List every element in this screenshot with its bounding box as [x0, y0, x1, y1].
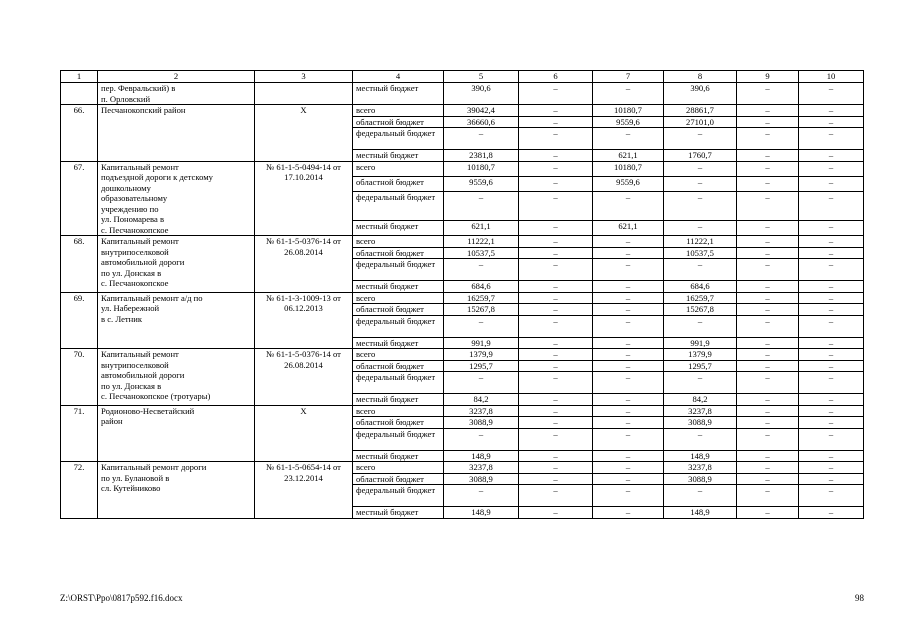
- row-number: 68.: [61, 236, 98, 293]
- amount-cell: –: [664, 176, 737, 191]
- amount-cell: –: [799, 259, 864, 281]
- amount-cell: –: [519, 236, 593, 248]
- funding-source: федеральный бюджет: [353, 428, 444, 450]
- object-name: [98, 349, 255, 406]
- amount-cell: –: [737, 405, 799, 417]
- funding-source: областной бюджет: [353, 473, 444, 485]
- amount-cell: 3237,8: [664, 462, 737, 474]
- amount-cell: –: [519, 337, 593, 349]
- amount-cell: –: [519, 105, 593, 117]
- funding-source: областной бюджет: [353, 176, 444, 191]
- permit-reference: [255, 236, 353, 293]
- amount-cell: –: [519, 315, 593, 337]
- row-number: 69.: [61, 292, 98, 349]
- amount-cell: –: [737, 116, 799, 128]
- funding-source: местный бюджет: [353, 281, 444, 293]
- amount-cell: –: [799, 360, 864, 372]
- footer-file-path: Z:\ORST\Ppo\0817p592.f16.docx: [60, 593, 183, 603]
- object-name-line: автомобильной дороги: [101, 370, 185, 380]
- object-name-line: с. Песчанокопское (тротуары): [101, 391, 211, 401]
- amount-cell: 10537,5: [664, 247, 737, 259]
- amount-cell: –: [519, 150, 593, 162]
- amount-cell: –: [593, 485, 664, 507]
- amount-cell: –: [519, 394, 593, 406]
- table-row: [61, 83, 864, 105]
- amount-cell: –: [799, 349, 864, 361]
- amount-cell: –: [664, 428, 737, 450]
- amount-cell: –: [444, 428, 519, 450]
- amount-cell: 148,9: [444, 450, 519, 462]
- amount-cell: –: [737, 462, 799, 474]
- permit-reference: [255, 292, 353, 349]
- object-name-line: Капитальный ремонт а/д по: [101, 292, 203, 303]
- amount-cell: –: [519, 450, 593, 462]
- amount-cell: –: [799, 247, 864, 259]
- amount-cell: –: [519, 292, 593, 304]
- funding-source: федеральный бюджет: [353, 191, 444, 220]
- amount-cell: 27101,0: [664, 116, 737, 128]
- amount-cell: –: [444, 315, 519, 337]
- object-name-line: в с. Летник: [101, 313, 143, 324]
- header-cell: 1: [61, 71, 98, 83]
- amount-cell: –: [737, 360, 799, 372]
- amount-cell: –: [519, 360, 593, 372]
- amount-cell: –: [444, 128, 519, 150]
- amount-cell: –: [737, 315, 799, 337]
- amount-cell: –: [593, 507, 664, 519]
- table-row: [61, 405, 864, 417]
- amount-cell: –: [519, 247, 593, 259]
- amount-cell: –: [737, 507, 799, 519]
- amount-cell: –: [593, 247, 664, 259]
- funding-source: местный бюджет: [353, 450, 444, 462]
- amount-cell: 148,9: [664, 507, 737, 519]
- amount-cell: –: [664, 372, 737, 394]
- amount-cell: –: [519, 304, 593, 316]
- amount-cell: –: [664, 128, 737, 150]
- amount-cell: –: [593, 337, 664, 349]
- amount-cell: –: [799, 161, 864, 176]
- header-cell: 10: [799, 71, 864, 83]
- amount-cell: –: [593, 292, 664, 304]
- object-name-line: Капитальный ремонт: [101, 236, 179, 246]
- amount-cell: –: [593, 360, 664, 372]
- amount-cell: 3237,8: [444, 405, 519, 417]
- row-number: 72.: [61, 462, 98, 519]
- amount-cell: 3237,8: [444, 462, 519, 474]
- permit-reference-line: 06.12.2013: [284, 303, 323, 313]
- amount-cell: –: [737, 259, 799, 281]
- amount-cell: –: [664, 220, 737, 235]
- amount-cell: –: [737, 292, 799, 304]
- budget-table: [60, 70, 864, 519]
- amount-cell: 84,2: [664, 394, 737, 406]
- amount-cell: –: [799, 116, 864, 128]
- table-row: [61, 349, 864, 361]
- amount-cell: –: [444, 485, 519, 507]
- permit-reference-line: Х: [300, 105, 307, 115]
- amount-cell: 11222,1: [664, 236, 737, 248]
- amount-cell: 39042,4: [444, 105, 519, 117]
- amount-cell: 991,9: [664, 337, 737, 349]
- object-name: [98, 105, 255, 162]
- amount-cell: 390,6: [444, 83, 519, 105]
- amount-cell: –: [664, 315, 737, 337]
- amount-cell: 10180,7: [593, 105, 664, 117]
- amount-cell: –: [799, 315, 864, 337]
- amount-cell: 3088,9: [444, 417, 519, 429]
- permit-reference: [255, 161, 353, 236]
- permit-reference-line: № 61-1-5-0494-14 от: [266, 161, 341, 172]
- amount-cell: 148,9: [664, 450, 737, 462]
- amount-cell: –: [799, 337, 864, 349]
- object-name-line: учреждению по: [101, 203, 159, 214]
- table-row: [61, 462, 864, 474]
- amount-cell: –: [737, 161, 799, 176]
- amount-cell: –: [737, 349, 799, 361]
- funding-source: местный бюджет: [353, 83, 444, 105]
- funding-source: федеральный бюджет: [353, 485, 444, 507]
- object-name-line: Капитальный ремонт: [101, 349, 179, 359]
- funding-source: федеральный бюджет: [353, 259, 444, 281]
- amount-cell: –: [799, 292, 864, 304]
- permit-reference-line: 17.10.2014: [284, 172, 323, 182]
- funding-source: областной бюджет: [353, 247, 444, 259]
- permit-reference-line: № 61-1-3-1009-13 от: [266, 292, 341, 303]
- object-name: [98, 83, 255, 105]
- amount-cell: –: [593, 281, 664, 293]
- amount-cell: 3237,8: [664, 405, 737, 417]
- amount-cell: –: [593, 394, 664, 406]
- amount-cell: 9559,6: [593, 176, 664, 191]
- object-name-line: Родионово-Несветайский: [101, 405, 195, 416]
- amount-cell: –: [799, 372, 864, 394]
- amount-cell: –: [799, 191, 864, 220]
- amount-cell: 15267,8: [664, 304, 737, 316]
- amount-cell: –: [737, 304, 799, 316]
- object-name-line: по ул. Донская в: [101, 380, 162, 391]
- funding-source: местный бюджет: [353, 150, 444, 162]
- permit-reference: [255, 105, 353, 162]
- amount-cell: 3088,9: [664, 417, 737, 429]
- amount-cell: –: [519, 507, 593, 519]
- funding-source: федеральный бюджет: [353, 128, 444, 150]
- object-name-line: подъездной дороги к детскому: [101, 172, 213, 182]
- header-cell: 9: [737, 71, 799, 83]
- object-name-line: пер. Февральский) в: [101, 83, 176, 93]
- object-name-line: ул. Пономарева в: [101, 214, 165, 224]
- amount-cell: –: [519, 281, 593, 293]
- header-cell: 5: [444, 71, 519, 83]
- object-name-line: автомобильной дороги: [101, 257, 185, 267]
- amount-cell: –: [799, 485, 864, 507]
- amount-cell: 1295,7: [664, 360, 737, 372]
- amount-cell: 9559,6: [444, 176, 519, 191]
- amount-cell: –: [799, 176, 864, 191]
- funding-source: местный бюджет: [353, 394, 444, 406]
- amount-cell: 1379,9: [664, 349, 737, 361]
- amount-cell: –: [519, 176, 593, 191]
- amount-cell: –: [664, 259, 737, 281]
- amount-cell: –: [737, 428, 799, 450]
- object-name: [98, 462, 255, 519]
- amount-cell: –: [444, 372, 519, 394]
- amount-cell: –: [799, 236, 864, 248]
- amount-cell: –: [737, 450, 799, 462]
- amount-cell: –: [519, 116, 593, 128]
- amount-cell: –: [799, 394, 864, 406]
- amount-cell: –: [799, 83, 864, 105]
- amount-cell: –: [737, 473, 799, 485]
- object-name-line: образовательному: [101, 193, 168, 203]
- amount-cell: –: [519, 191, 593, 220]
- amount-cell: –: [737, 394, 799, 406]
- amount-cell: –: [737, 150, 799, 162]
- amount-cell: –: [519, 83, 593, 105]
- amount-cell: –: [737, 105, 799, 117]
- amount-cell: –: [737, 128, 799, 150]
- amount-cell: 991,9: [444, 337, 519, 349]
- amount-cell: 684,6: [444, 281, 519, 293]
- amount-cell: 1295,7: [444, 360, 519, 372]
- amount-cell: 16259,7: [664, 292, 737, 304]
- object-name: [98, 236, 255, 293]
- object-name-line: ул. Набережной: [101, 303, 160, 313]
- funding-source: местный бюджет: [353, 337, 444, 349]
- header-cell: 7: [593, 71, 664, 83]
- amount-cell: –: [799, 507, 864, 519]
- amount-cell: 2381,8: [444, 150, 519, 162]
- row-number: 67.: [61, 161, 98, 236]
- amount-cell: –: [519, 428, 593, 450]
- amount-cell: 621,1: [444, 220, 519, 235]
- permit-reference-line: 26.08.2014: [284, 359, 323, 370]
- object-name-line: сл. Кутейниково: [101, 483, 161, 493]
- permit-reference: [255, 462, 353, 519]
- amount-cell: –: [664, 485, 737, 507]
- amount-cell: –: [519, 405, 593, 417]
- object-name-line: район: [101, 416, 123, 426]
- amount-cell: –: [519, 259, 593, 281]
- amount-cell: –: [799, 220, 864, 235]
- amount-cell: –: [737, 191, 799, 220]
- permit-reference: [255, 405, 353, 462]
- amount-cell: 148,9: [444, 507, 519, 519]
- amount-cell: –: [444, 259, 519, 281]
- amount-cell: –: [737, 281, 799, 293]
- amount-cell: 10537,5: [444, 247, 519, 259]
- row-number: 71.: [61, 405, 98, 462]
- object-name-line: дошкольному: [101, 182, 151, 193]
- amount-cell: 1379,9: [444, 349, 519, 361]
- funding-source: всего: [353, 105, 444, 117]
- amount-cell: 15267,8: [444, 304, 519, 316]
- amount-cell: –: [593, 349, 664, 361]
- table-row: [61, 161, 864, 176]
- amount-cell: –: [799, 281, 864, 293]
- amount-cell: –: [799, 473, 864, 485]
- object-name-line: с. Песчанокопское: [101, 278, 169, 288]
- amount-cell: –: [593, 191, 664, 220]
- amount-cell: 621,1: [593, 220, 664, 235]
- amount-cell: 1760,7: [664, 150, 737, 162]
- funding-source: всего: [353, 161, 444, 176]
- object-name-line: Капитальный ремонт дороги: [101, 462, 207, 472]
- amount-cell: –: [799, 405, 864, 417]
- amount-cell: 3088,9: [444, 473, 519, 485]
- amount-cell: –: [593, 315, 664, 337]
- permit-reference-line: 23.12.2014: [284, 472, 323, 483]
- row-number: 66.: [61, 105, 98, 162]
- amount-cell: 10180,7: [444, 161, 519, 176]
- amount-cell: –: [519, 161, 593, 176]
- amount-cell: –: [593, 128, 664, 150]
- amount-cell: –: [519, 349, 593, 361]
- funding-source: всего: [353, 349, 444, 361]
- amount-cell: –: [593, 83, 664, 105]
- amount-cell: –: [799, 105, 864, 117]
- permit-reference-line: Х: [300, 405, 307, 416]
- header-cell: 8: [664, 71, 737, 83]
- amount-cell: –: [593, 417, 664, 429]
- amount-cell: –: [593, 428, 664, 450]
- object-name-line: п. Орловский: [101, 93, 151, 104]
- amount-cell: 621,1: [593, 150, 664, 162]
- amount-cell: 9559,6: [593, 116, 664, 128]
- funding-source: всего: [353, 462, 444, 474]
- permit-reference-line: № 61-1-5-0376-14 от: [266, 236, 341, 246]
- header-row: [61, 71, 864, 83]
- permit-reference: [255, 349, 353, 406]
- amount-cell: –: [593, 462, 664, 474]
- funding-source: областной бюджет: [353, 116, 444, 128]
- object-name-line: Песчанокопский район: [101, 105, 186, 115]
- funding-source: областной бюджет: [353, 360, 444, 372]
- footer-page-number: 98: [855, 593, 864, 603]
- object-name: [98, 405, 255, 462]
- object-name-line: по ул. Донская в: [101, 267, 162, 278]
- amount-cell: –: [799, 304, 864, 316]
- permit-reference-line: № 61-1-5-0376-14 от: [266, 349, 341, 359]
- amount-cell: –: [799, 128, 864, 150]
- amount-cell: –: [444, 191, 519, 220]
- header-cell: 6: [519, 71, 593, 83]
- amount-cell: –: [799, 417, 864, 429]
- funding-source: всего: [353, 405, 444, 417]
- amount-cell: 16259,7: [444, 292, 519, 304]
- object-name: [98, 292, 255, 349]
- amount-cell: –: [519, 417, 593, 429]
- amount-cell: –: [737, 485, 799, 507]
- amount-cell: 3088,9: [664, 473, 737, 485]
- amount-cell: –: [593, 259, 664, 281]
- amount-cell: 28861,7: [664, 105, 737, 117]
- funding-source: федеральный бюджет: [353, 315, 444, 337]
- amount-cell: –: [737, 372, 799, 394]
- amount-cell: –: [664, 161, 737, 176]
- header-cell: 4: [353, 71, 444, 83]
- object-name-line: по ул. Булановой в: [101, 472, 170, 483]
- amount-cell: –: [593, 372, 664, 394]
- funding-source: всего: [353, 292, 444, 304]
- amount-cell: –: [519, 128, 593, 150]
- funding-source: местный бюджет: [353, 507, 444, 519]
- amount-cell: –: [519, 372, 593, 394]
- amount-cell: –: [593, 450, 664, 462]
- object-name-line: внутрипоселковой: [101, 359, 169, 370]
- amount-cell: 684,6: [664, 281, 737, 293]
- amount-cell: –: [519, 462, 593, 474]
- table-row: [61, 292, 864, 304]
- amount-cell: –: [737, 220, 799, 235]
- object-name: [98, 161, 255, 236]
- amount-cell: 36660,6: [444, 116, 519, 128]
- header-cell: 2: [98, 71, 255, 83]
- permit-reference-line: № 61-1-5-0654-14 от: [266, 462, 341, 472]
- permit-reference: [255, 83, 353, 105]
- amount-cell: –: [593, 405, 664, 417]
- funding-source: всего: [353, 236, 444, 248]
- row-number: 70.: [61, 349, 98, 406]
- funding-source: местный бюджет: [353, 220, 444, 235]
- header-cell: 3: [255, 71, 353, 83]
- amount-cell: –: [593, 236, 664, 248]
- amount-cell: 390,6: [664, 83, 737, 105]
- amount-cell: –: [519, 220, 593, 235]
- object-name-line: Капитальный ремонт: [101, 161, 179, 172]
- amount-cell: –: [519, 485, 593, 507]
- object-name-line: внутрипоселковой: [101, 246, 169, 257]
- amount-cell: –: [737, 236, 799, 248]
- amount-cell: –: [737, 247, 799, 259]
- amount-cell: –: [799, 462, 864, 474]
- permit-reference-line: 26.08.2014: [284, 246, 323, 257]
- amount-cell: –: [737, 337, 799, 349]
- amount-cell: –: [519, 473, 593, 485]
- funding-source: областной бюджет: [353, 417, 444, 429]
- amount-cell: –: [664, 191, 737, 220]
- amount-cell: –: [799, 428, 864, 450]
- amount-cell: –: [593, 473, 664, 485]
- amount-cell: –: [737, 83, 799, 105]
- amount-cell: 11222,1: [444, 236, 519, 248]
- funding-source: областной бюджет: [353, 304, 444, 316]
- amount-cell: –: [799, 150, 864, 162]
- funding-source: федеральный бюджет: [353, 372, 444, 394]
- amount-cell: –: [737, 176, 799, 191]
- table-row: [61, 105, 864, 117]
- row-number: [61, 83, 98, 105]
- amount-cell: 84,2: [444, 394, 519, 406]
- object-name-line: с. Песчанокопское: [101, 224, 169, 235]
- amount-cell: –: [799, 450, 864, 462]
- amount-cell: –: [593, 304, 664, 316]
- amount-cell: –: [737, 417, 799, 429]
- amount-cell: 10180,7: [593, 161, 664, 176]
- table-row: [61, 236, 864, 248]
